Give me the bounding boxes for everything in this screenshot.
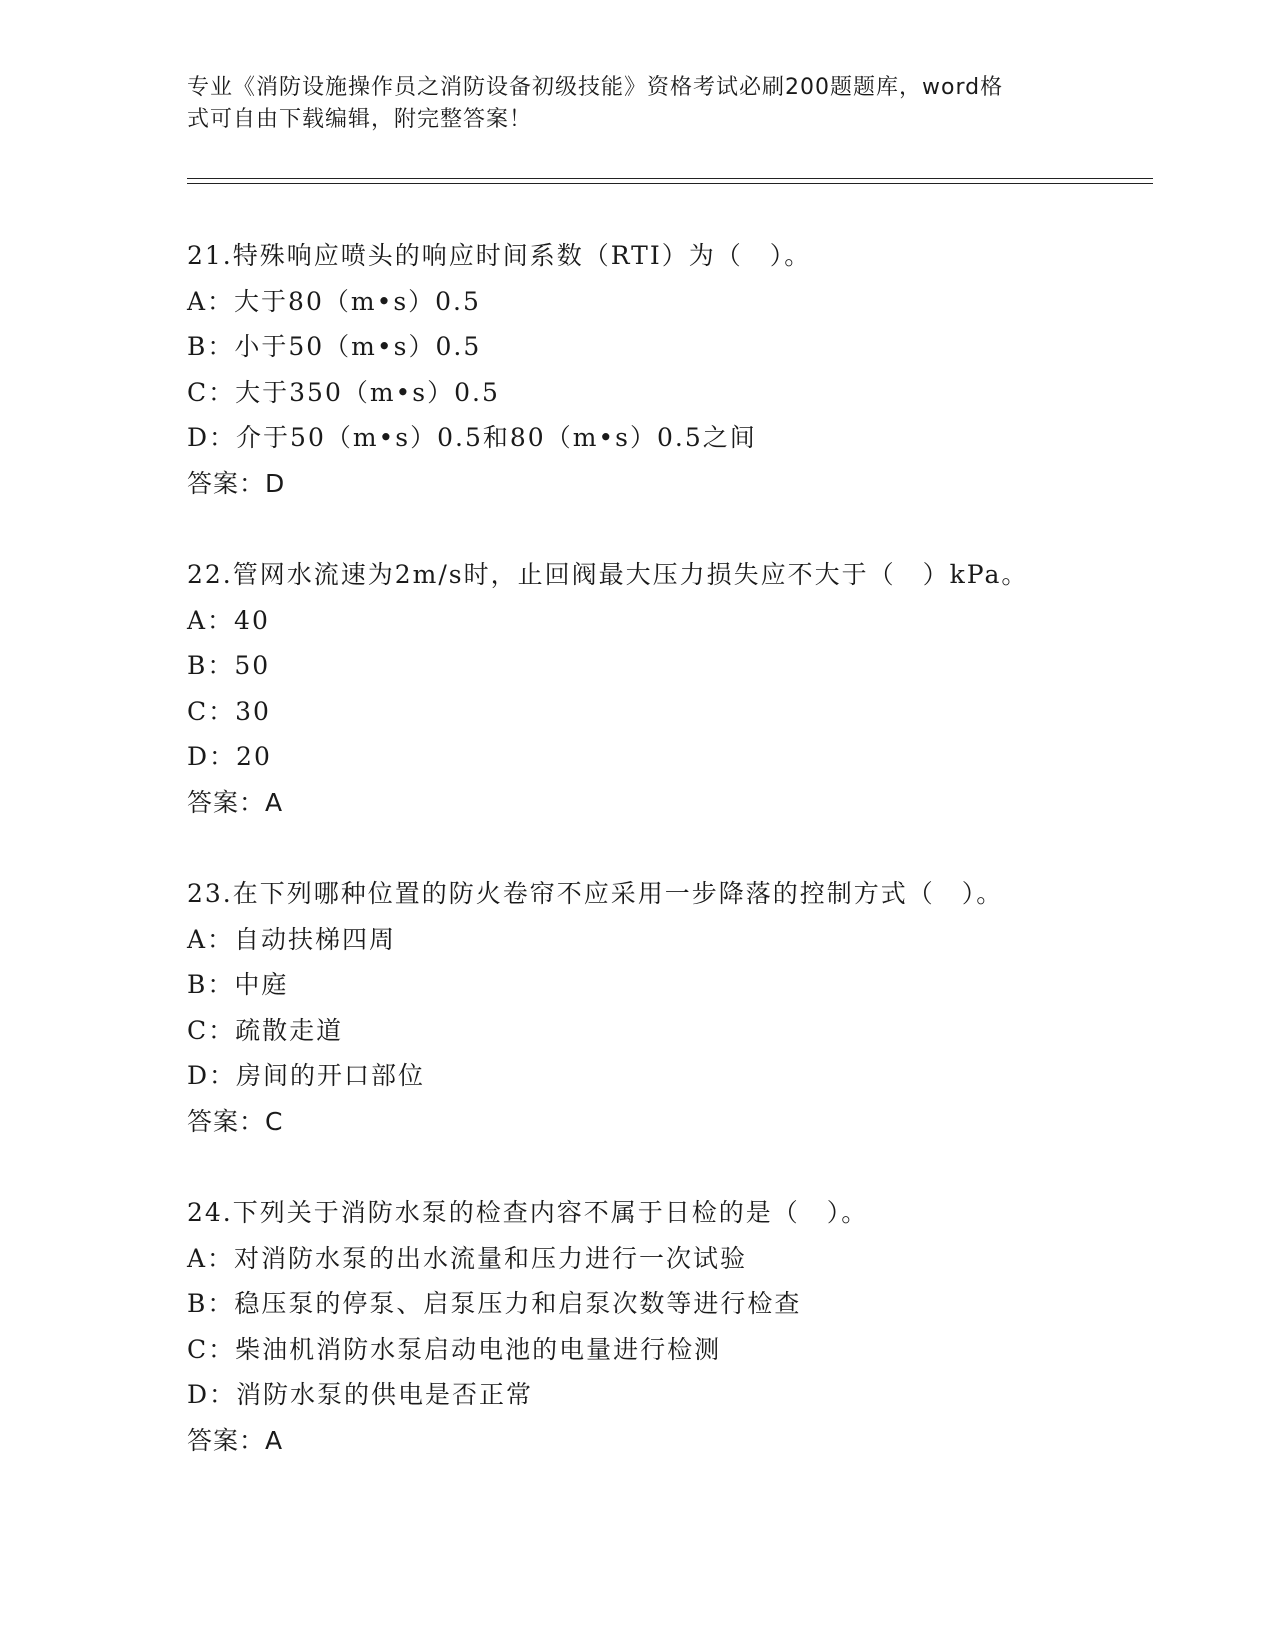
option-d: D：介于50（m•s）0.5和80（m•s）0.5之间: [187, 423, 757, 452]
question-stem: 24.下列关于消防水泵的检查内容不属于日检的是（ ）。: [187, 1198, 869, 1227]
option-c: C：疏散走道: [187, 1015, 344, 1045]
option-a: A：自动扶梯四周: [187, 924, 397, 954]
option-c: C：柴油机消防水泵启动电池的电量进行检测: [187, 1334, 722, 1364]
question-22: [187, 552, 1167, 826]
option-d: D：消防水泵的供电是否正常: [187, 1380, 534, 1409]
question-23: [187, 871, 1167, 1145]
option-c: C：30: [187, 696, 271, 726]
header-line-1: 专业《消防设施操作员之消防设备初级技能》资格考试必刷200题题库，word格: [187, 75, 1004, 100]
question-stem: 21.特殊响应喷头的响应时间系数（RTI）为（ ）。: [187, 241, 812, 270]
option-a: A：大于80（m•s）0.5: [187, 286, 481, 316]
question-21: [187, 233, 1167, 507]
answer-line: 答案：C: [187, 1106, 284, 1136]
question-stem: 23.在下列哪种位置的防火卷帘不应采用一步降落的控制方式（ ）。: [187, 879, 1004, 908]
document-header: [187, 72, 1067, 136]
question-24: [187, 1190, 1167, 1464]
option-b: B：小于50（m•s）0.5: [187, 332, 482, 361]
answer-line: 答案：A: [187, 1425, 284, 1455]
option-d: D：房间的开口部位: [187, 1061, 426, 1090]
option-d: D：20: [187, 742, 272, 771]
question-stem: 22.管网水流速为2m/s时，止回阀最大压力损失应不大于（ ）kPa。: [187, 560, 1029, 589]
header-divider-top: [187, 178, 1153, 179]
header-divider-bottom: [187, 183, 1153, 184]
option-b: B：中庭: [187, 970, 289, 999]
option-a: A：对消防水泵的出水流量和压力进行一次试验: [187, 1243, 748, 1273]
answer-line: 答案：D: [187, 468, 286, 498]
header-line-2: 式可自由下载编辑，附完整答案！: [187, 107, 533, 132]
option-c: C：大于350（m•s）0.5: [187, 377, 500, 407]
option-a: A：40: [187, 605, 270, 635]
option-b: B：稳压泵的停泵、启泵压力和启泵次数等进行检查: [187, 1289, 802, 1318]
answer-line: 答案：A: [187, 787, 284, 817]
option-b: B：50: [187, 651, 271, 680]
